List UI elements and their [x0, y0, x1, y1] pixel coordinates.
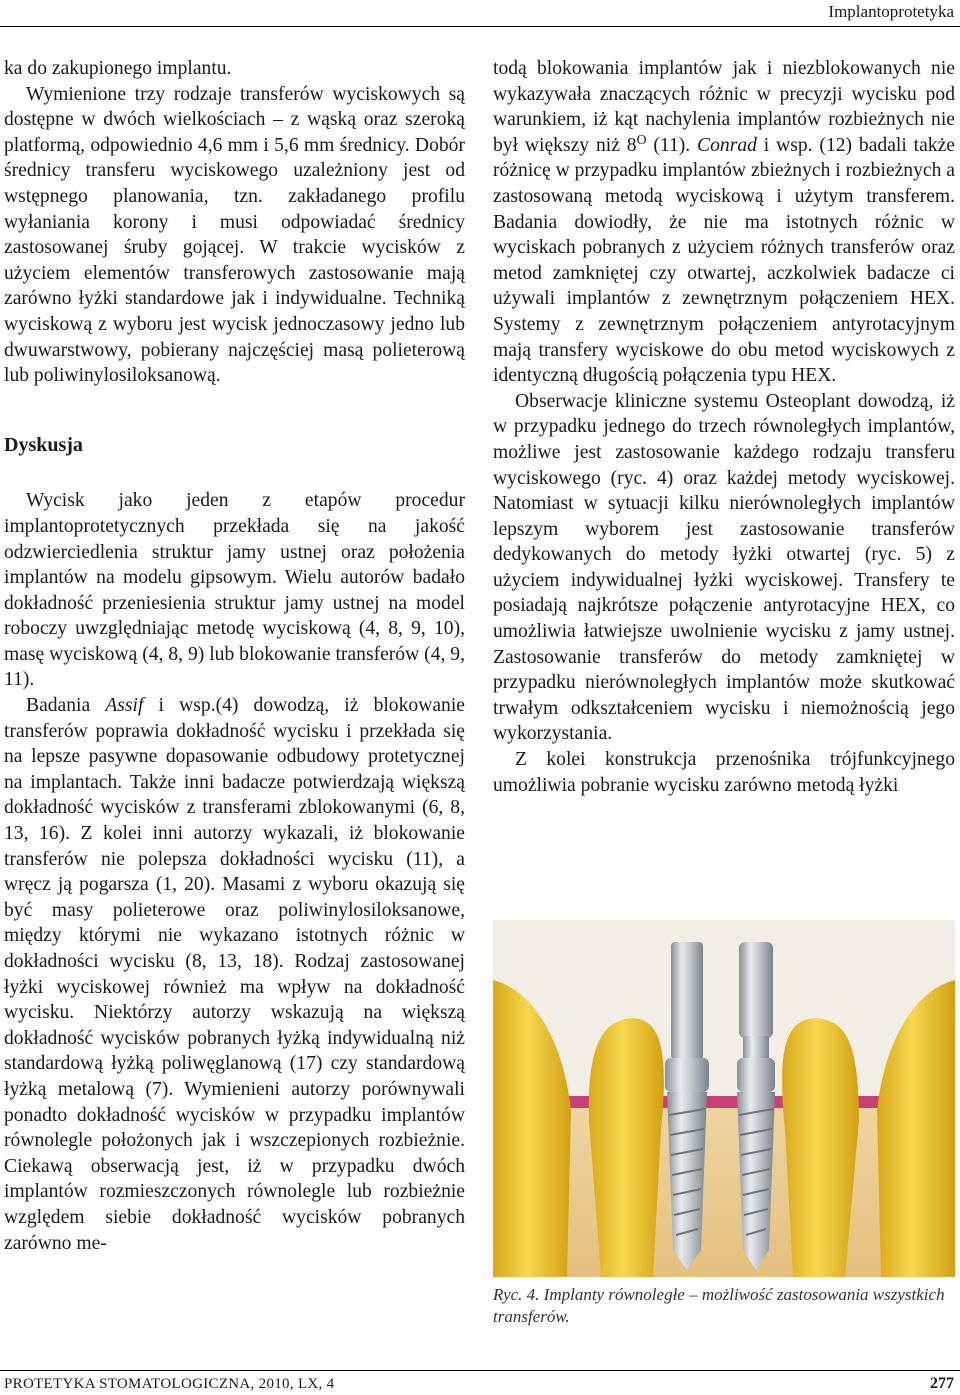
footer-rule — [0, 1370, 960, 1371]
paragraph: Wycisk jako jeden z etapów procedur implantoprotetycznych przekłada się na jakość odzwierciedlenia struktur jamy ustnej oraz położenia implantów na modelu gipsowym. Wielu autorów badało dokładność przeniesienia struktur jamy ustnej na model roboczy uwzględniając metodę wyciskową (4, 8, 9, 10), masę wyciskową (4, 8, 9) lub blokowanie transferów (4, 9, 11). — [4, 490, 465, 691]
paragraph: Z kolei konstrukcja przenośnika trójfunkcyjnego umożliwia pobranie wycisku zarówno metodą łyżki — [493, 749, 955, 796]
text-run: Badania — [26, 695, 106, 717]
page-number: 277 — [930, 1375, 954, 1392]
transfer-base — [737, 1058, 775, 1092]
right-column — [493, 56, 955, 798]
transfer-base — [665, 1058, 709, 1092]
paragraph — [493, 56, 955, 389]
journal-citation: PROTETYKA STOMATOLOGICZNA, 2010, LX, 4 — [4, 1376, 335, 1392]
text-run: todą blokowania implantów jak i niezblokowanych nie wykazywała znaczących różnic w precyzji wycisku pod warunkiem, iż kąt nachylenia implantów rozbieżnych nie był większy niż 8 — [493, 58, 955, 156]
section-heading: Dyskusja — [4, 433, 83, 456]
paragraph: Obserwacje kliniczne systemu Osteoplant dowodzą, iż w przypadku jednego do trzech równoległych implantów, możliwe jest zastosowanie każdego rodzaju transferu wyciskowego (ryc. 4) oraz każdej metody wyciskowej. Natomiast w sytuacji kilku nierównoległych implantów lepszym wyborem jest zastosowanie transferów dedykowanych do metody łyżki otwartej (ryc. 5) z użyciem indywidualnej łyżki wyciskowej. Transfery te posiadają najkrótsze połączenie antyrotacyjne HEX, co umożliwia łatwiejsze uwolnienie wycisku z jamy ustnej. Zastosowanie transferów do metody zamkniętej w przypadku nierównoległych implantów może skutkować trwałym odkształceniem wycisku i niemożnością jego wykorzystania. — [493, 390, 955, 745]
text-run: i wsp.(4) dowodzą, iż blokowanie transferów poprawia dokładność wycisku i przekłada się na lepsze pasywne dopasowanie odbudowy protetycznej na implantach. Także inni badacze potwierdzają większą dokładność wycisków z transferami zblokowanymi (6, 8, 13, 16). Z kolei inni autorzy wykazali, iż blokowanie transferów nie polepsza dokładności wycisku (11), a wręcz ją pogarsza (1, 20). Masami z wyboru okazują się być masy polieterowe oraz poliwinylosiloksanowe, między którymi nie wykazano istotnych różnic w dokładności wycisku (8, 13, 18). Rodzaj zastosowanej łyżki wyciskowej również ma wpływ na dokładność wycisku. Niektórzy autorzy wskazują na większą dokładność wycisków pobranych łyżką indywidualną niż standardową łyżką poliwęglanową (17) czy standardową łyżką metalową (7). Wymienieni autorzy porównywali ponadto dokładność wycisków w przypadku implantów równolegle położonych jak i wszczepionych rozbieżnie. Ciekawą obserwacją jest, iż w przypadku dwóch implantów rozmieszczonych równolegle lub rozbieżnie względem siebie dokładność wycisków pobranych zarówno me- — [4, 695, 465, 1254]
left-column — [4, 56, 465, 1256]
running-head: Implantoprotetyka — [828, 2, 954, 21]
implants-illustration — [493, 920, 955, 1277]
text-run: (11). — [646, 134, 698, 156]
transfer — [671, 942, 703, 1060]
transfer-neck — [743, 1036, 769, 1060]
paragraph: Wymienione trzy rodzaje transferów wyciskowych są dostępne w dwóch wielkościach – z wąską oraz szeroką platformą, odpowiednio 4,6 mm i 5,6 mm średnicy. Dobór średnicy transferu wyciskowego uzależniony jest od wstępnego planowania, tzn. zakładanego profilu wyłaniania korony i musi odpowiadać średnicy zastosowanej śruby gojącej. W trakcie wycisków z użyciem elementów transferowych zastosowanie mają zarówno łyżki standardowe jak i indywidualne. Techniką wyciskową z wyboru jest wycisk jednoczasowy jedno lub dwuwarstwowy, pobierany najczęściej masą polieterową lub poliwinylosiloksanową. — [4, 83, 465, 387]
paragraph: ka do zakupionego implantu. — [4, 58, 232, 79]
text-run: i wsp. (12) badali także różnicę w przypadku implantów zbieżnych i rozbieżnych a zastosowaną metodą wyciskową i użytym transferem. Badania dowiodły, że nie ma istotnych różnic w wyciskach pobranych z użyciem różnych transferów oraz metod zamkniętej czy otwartej, aczkolwiek badacze ci używali implantów z zewnętrznym połączeniem HEX. Systemy z zewnętrznym połączeniem antyrotacyjnym mają transfery wyciskowe do obu metod wyciskowych z identyczną długością połączenia typu HEX. — [493, 134, 955, 387]
figure-caption: Ryc. 4. Implanty równoległe – możliwość zastosowania wszystkich transferów. — [493, 1285, 945, 1326]
transfer — [739, 942, 773, 1038]
implant-with-transfer-2 — [737, 942, 775, 1270]
tooth — [782, 1018, 859, 1277]
author-name: Conrad — [697, 134, 757, 156]
header-rule — [0, 26, 960, 27]
author-name: Assif — [105, 695, 144, 717]
paragraph — [4, 693, 465, 1256]
figure-implants-illustration — [493, 920, 955, 1277]
implant-body — [667, 1092, 707, 1270]
footer — [4, 1374, 954, 1394]
degree-superscript: O — [636, 131, 647, 147]
tooth — [589, 1018, 664, 1277]
